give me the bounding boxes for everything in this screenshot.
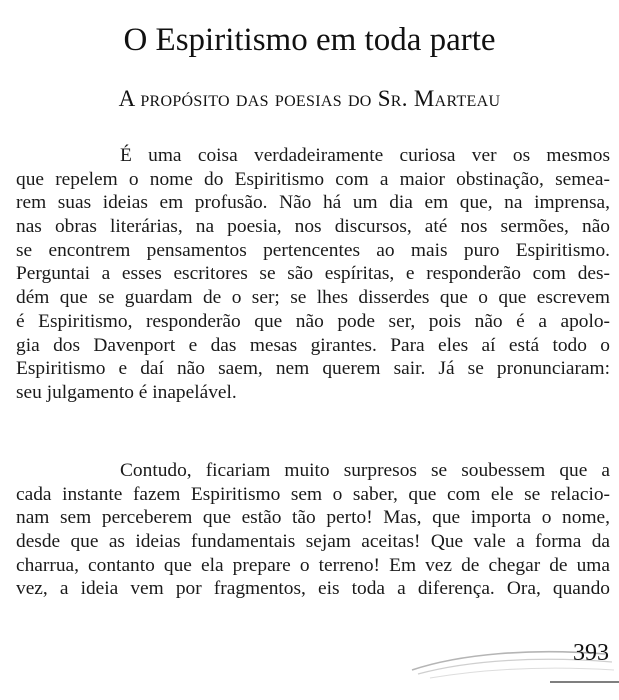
- paragraph-line: gia dos Davenport e das mesas girantes. Para eles aí está todo o: [16, 334, 610, 356]
- paragraph-line: vez, a ideia vem por fragmentos, eis toda a diferença. Ora, quando: [16, 578, 610, 600]
- paragraph-line: cada instante fazem Espiritismo sem o saber, que com ele se relacio-: [16, 483, 610, 505]
- chapter-subtitle: A propósito das poesias do Sr. Marteau: [118, 86, 501, 111]
- paragraph-line: charrua, contanto que ela prepare o terreno! Em vez de chegar de uma: [16, 554, 610, 576]
- paragraph-line: É uma coisa verdadeiramente curiosa ver os mesmos: [120, 145, 610, 166]
- paragraph-line: Contudo, ficariam muito surpresos se soubessem que a: [120, 460, 610, 481]
- chapter-title: O Espiritismo em toda parte: [123, 22, 496, 58]
- paragraph-line: que repelem o nome do Espiritismo com a maior obstinação, semea-: [16, 168, 610, 190]
- paragraph-line: se encontrem pensamentos pertencentes ao mais puro Espiritismo.: [16, 239, 610, 261]
- paragraph-line: rem suas ideias em profusão. Não há um dia em que, na imprensa,: [16, 192, 610, 214]
- paragraph-line: nas obras literárias, na poesia, nos discursos, até nos sermões, não: [16, 216, 610, 238]
- paragraph-line: Espiritismo e daí não saem, nem querem sair. Já se pronunciaram:: [16, 358, 610, 380]
- paragraph-line: é Espiritismo, responderão que não pode ser, pois não é a apolo-: [16, 310, 610, 332]
- paragraph-line: dém que se guardam de o ser; se lhes disserdes que o que escrevem: [16, 287, 610, 309]
- page-number: 393: [573, 640, 609, 666]
- paragraph-line: desde que as ideias fundamentais sejam aceitas! Que vale a forma da: [16, 531, 610, 553]
- paragraph-line: seu julgamento é inapelável.: [16, 381, 237, 403]
- paragraph-2: [16, 459, 610, 601]
- paragraph-line: Perguntai a esses escritores se são espíritas, e responderão com des-: [16, 263, 610, 285]
- paragraph-1: [16, 144, 610, 405]
- paragraph-line: nam sem perceberem que estão tão perto! Mas, que importa o nome,: [16, 507, 610, 529]
